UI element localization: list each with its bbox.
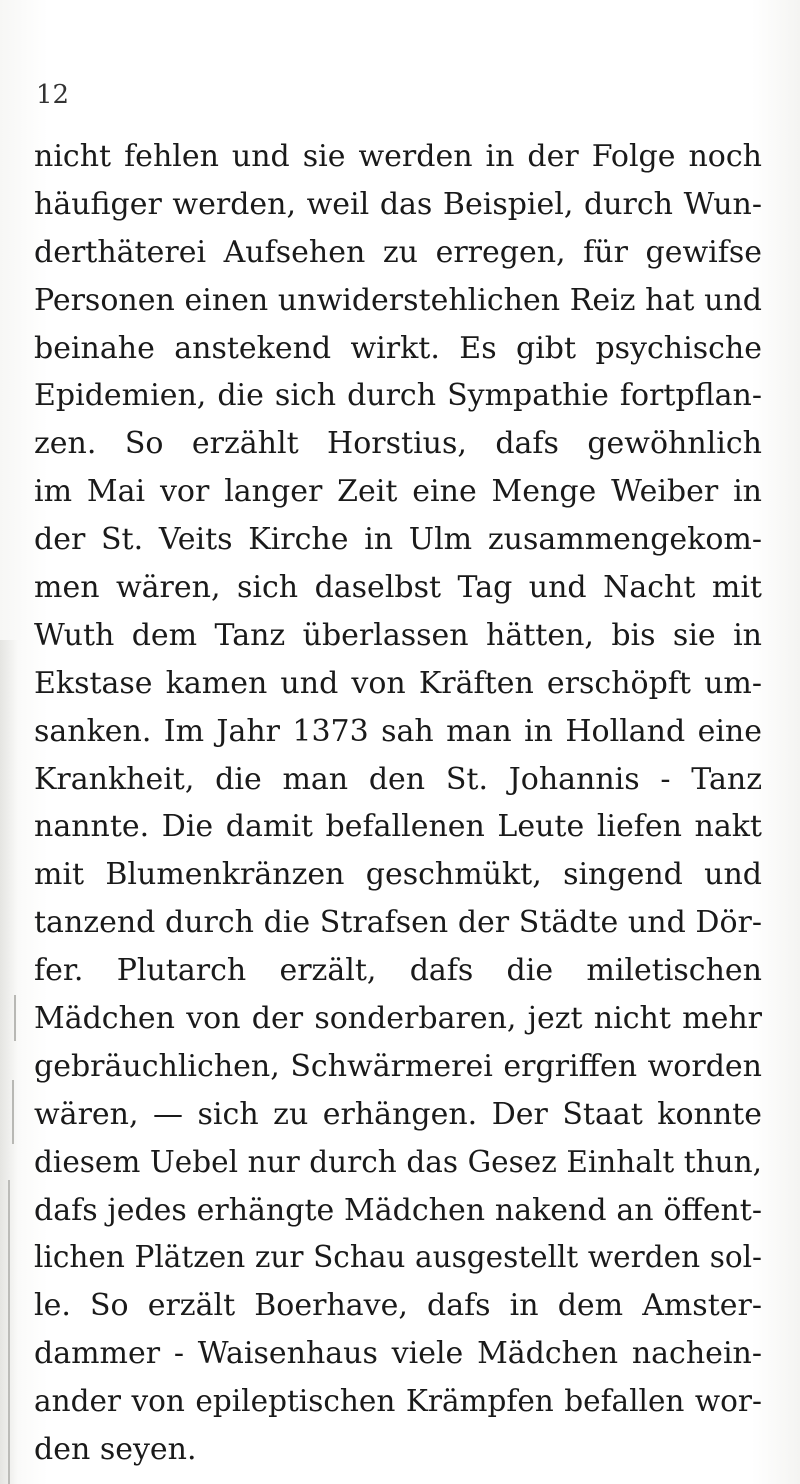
text-line: wären, — sich zu erhängen. Der Staat konnte (34, 1096, 762, 1132)
text-line: mit Blumenkränzen geschmükt, singend und (34, 857, 762, 893)
text-line: zen. So erzählt Horstius, dafs gewöhnlich (34, 426, 762, 462)
text-line: Mädchen von der sonderbaren, jezt nicht mehr (34, 1001, 762, 1037)
text-line: tanzend durch die Strafsen der Städte und Dör- (34, 905, 762, 941)
text-line: sanken. Im Jahr 1373 sah man in Holland eine (34, 713, 762, 749)
text-line-last: den seyen. (34, 1432, 197, 1468)
text-line: häufiger werden, weil das Beispiel, durch Wun- (34, 186, 762, 222)
text-line: Krankheit, die man den St. Johannis - Tanz (34, 761, 762, 797)
text-line: beinahe anstekend wirkt. Es gibt psychische (34, 330, 762, 366)
text-line: Epidemien, die sich durch Sympathie fortpflan- (34, 378, 762, 414)
text-line: fer. Plutarch erzält, dafs die miletischen (34, 953, 762, 989)
text-line: dafs jedes erhängte Mädchen nakend an öffent- (34, 1192, 762, 1228)
text-line: Personen einen unwiderstehlichen Reiz hat und (34, 282, 762, 318)
text-line: dammer - Waisenhaus viele Mädchen nachein- (34, 1336, 762, 1372)
body-text (34, 133, 762, 1474)
margin-mark (14, 995, 16, 1041)
text-line: derthäterei Aufsehen zu erregen, für gewifse (34, 234, 762, 270)
text-line: lichen Plätzen zur Schau ausgestellt werden sol- (34, 1240, 762, 1275)
text-line: nicht fehlen und sie werden in der Folge noch (34, 139, 762, 174)
text-line: nannte. Die damit befallenen Leute liefen nakt (34, 809, 762, 845)
text-line: der St. Veits Kirche in Ulm zusammengekom- (34, 522, 762, 558)
text-line: gebräuchlichen, Schwärmerei ergriffen worden (34, 1048, 762, 1084)
text-line: le. So erzält Boerhave, dafs in dem Amster- (34, 1288, 762, 1324)
text-line: men wären, sich daselbst Tag und Nacht mit (34, 570, 762, 606)
text-line: diesem Uebel nur durch das Gesez Einhalt thun, (34, 1144, 762, 1179)
page-gutter-line (8, 1180, 10, 1484)
page-number: 12 (36, 80, 70, 110)
text-line: Ekstase kamen und von Kräften erschöpft um- (34, 665, 762, 701)
margin-mark (12, 1080, 14, 1144)
text-line: ander von epileptischen Krämpfen befallen wor- (34, 1384, 762, 1419)
text-line: Wuth dem Tanz überlassen hätten, bis sie in (34, 617, 762, 653)
text-line: im Mai vor langer Zeit eine Menge Weiber in (34, 474, 762, 510)
